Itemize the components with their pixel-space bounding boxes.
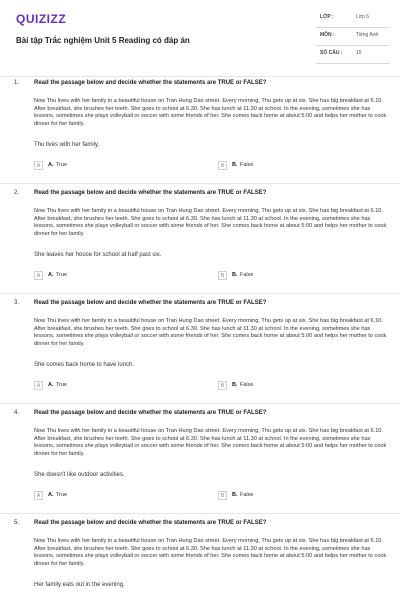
info-value: Tiếng Anh — [356, 32, 379, 38]
option-text: True — [56, 492, 68, 498]
divider — [0, 513, 400, 514]
info-row-subject — [316, 28, 390, 46]
divider — [0, 403, 400, 404]
divider — [0, 183, 400, 184]
question-passage: Now Thu lives with her family in a beautiful house on Tran Hung Dao street. Every morning, Thu gets up at six. She has big breakfast at 6.10. After breakfast, she brushes her teeth. She goes to school at 6.30. She has lunch at 11.30 at school. In the evening, sometimes she has lessons, sometimes she plays volleyball or soccer with some friends of her. She comes back home at about 5:00 and helps her mother to cook dinner for her family. — [34, 318, 387, 348]
option-letter: B. — [232, 272, 238, 278]
option-text: False — [240, 382, 254, 388]
question-number: 2. — [14, 190, 20, 196]
question-number: 5. — [14, 520, 20, 526]
option-box[interactable]: B — [218, 491, 227, 500]
question-passage: Now Thu lives with her family in a beautiful house on Tran Hung Dao street. Every morning, Thu gets up at six. She has big breakfast at 6.10. After breakfast, she brushes her teeth. She goes to school at 6.30. She has lunch at 11.30 at school. In the evening, sometimes she has lessons, sometimes she plays volleyball or soccer with some friends of her. She comes back home at about 5:00 and helps her mother to cook dinner for her family. — [34, 98, 387, 128]
divider — [0, 293, 400, 294]
option-letter: B. — [232, 382, 238, 388]
question-number: 1. — [14, 80, 20, 86]
question-prompt: Read the passage below and decide whether the statements are TRUE or FALSE? — [34, 80, 267, 86]
option-text: True — [56, 162, 68, 168]
question-prompt: Read the passage below and decide whether the statements are TRUE or FALSE? — [34, 410, 267, 416]
option-letter: A. — [48, 382, 54, 388]
info-row-class — [316, 10, 390, 28]
option-text: False — [240, 272, 254, 278]
question-number: 3. — [14, 300, 20, 306]
option-box[interactable]: B — [218, 381, 227, 390]
question-prompt: Read the passage below and decide whether the statements are TRUE or FALSE? — [34, 520, 267, 526]
info-label: MÔN : — [320, 32, 335, 38]
question-prompt: Read the passage below and decide whether the statements are TRUE or FALSE? — [34, 300, 267, 306]
option-box[interactable]: A — [34, 161, 43, 170]
option-letter: B. — [232, 492, 238, 498]
info-value: Lớp 6 — [356, 14, 370, 20]
page-title: Bài tập Trắc nghiệm Unit 5 Reading có đáp án — [16, 36, 190, 45]
question-statement: She comes back home to have lunch. — [34, 362, 135, 368]
question-statement: Thu lives with her family. — [34, 142, 100, 148]
option-text: False — [240, 162, 254, 168]
question-passage: Now Thu lives with her family in a beautiful house on Tran Hung Dao street. Every morning, Thu gets up at six. She has big breakfast at 6.10. After breakfast, she brushes her teeth. She goes to school at 6.30. She has lunch at 11.30 at school. In the evening, sometimes she has lessons, sometimes she plays volleyball or soccer with some friends of her. She comes back home at about 5:00 and helps her mother to cook dinner for her family. — [34, 538, 387, 568]
question-prompt: Read the passage below and decide whether the statements are TRUE or FALSE? — [34, 190, 267, 196]
info-box — [316, 10, 390, 68]
info-value: 15 — [356, 50, 362, 56]
question-statement: She leaves her house for school at half past six. — [34, 252, 162, 258]
option-box[interactable]: A — [34, 271, 43, 280]
question-statement: She doesn't like outdoor activities. — [34, 472, 125, 478]
option-letter: B. — [232, 162, 238, 168]
question-statement: Her family eats out in the evening. — [34, 582, 125, 588]
option-text: False — [240, 492, 254, 498]
option-text: True — [56, 272, 68, 278]
question-passage: Now Thu lives with her family in a beautiful house on Tran Hung Dao street. Every morning, Thu gets up at six. She has big breakfast at 6.10. After breakfast, she brushes her teeth. She goes to school at 6.30. She has lunch at 11.30 at school. In the evening, sometimes she has lessons, sometimes she plays volleyball or soccer with some friends of her. She comes back home at about 5:00 and helps her mother to cook dinner for her family. — [34, 428, 387, 458]
option-box[interactable]: B — [218, 161, 227, 170]
option-box[interactable]: A — [34, 381, 43, 390]
option-box[interactable]: A — [34, 491, 43, 500]
question-passage: Now Thu lives with her family in a beautiful house on Tran Hung Dao street. Every morning, Thu gets up at six. She has big breakfast at 6.10. After breakfast, she brushes her teeth. She goes to school at 6.30. She has lunch at 11.30 at school. In the evening, sometimes she has lessons, sometimes she plays volleyball or soccer with some friends of her. She comes back home at about 5:00 and helps her mother to cook dinner for her family. — [34, 208, 387, 238]
quizizz-logo: QUIZIZZ — [16, 12, 67, 26]
option-letter: A. — [48, 492, 54, 498]
question-number: 4. — [14, 410, 20, 416]
option-letter: A. — [48, 162, 54, 168]
worksheet-header — [0, 0, 400, 77]
option-text: True — [56, 382, 68, 388]
option-box[interactable]: B — [218, 271, 227, 280]
info-row-question-count — [316, 46, 390, 64]
info-label: SỐ CÂU : — [320, 50, 343, 56]
info-label: LỚP : — [320, 14, 334, 20]
option-letter: A. — [48, 272, 54, 278]
